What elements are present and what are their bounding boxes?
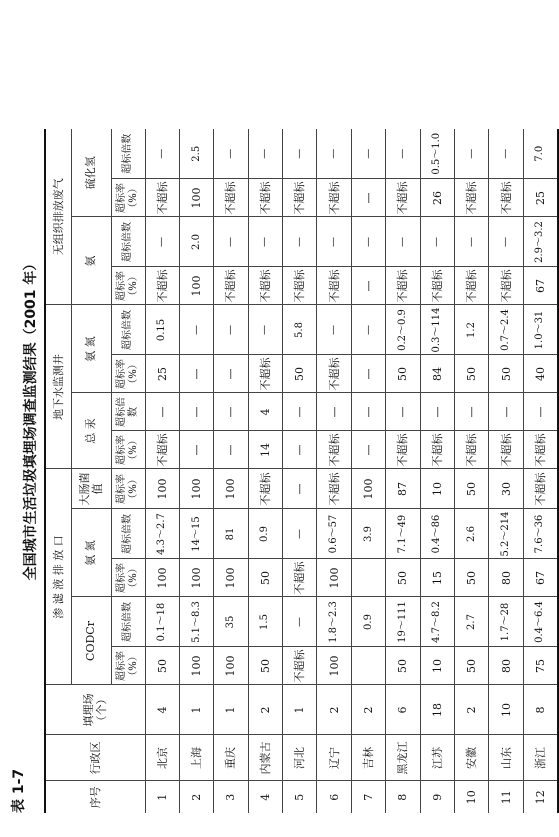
table-cell: 黑龙江 xyxy=(386,735,420,781)
table-cell: — xyxy=(248,129,282,179)
table-cell: 1.0～31 xyxy=(523,305,557,355)
table-cell: 87 xyxy=(386,469,420,509)
table-cell: 14 xyxy=(248,431,282,469)
header-h2s: 硫化氢 xyxy=(71,129,111,217)
table-cell: — xyxy=(351,217,385,267)
table-cell: 1.2 xyxy=(455,305,489,355)
table-cell: 不超标 xyxy=(489,179,523,217)
table-cell: 50 xyxy=(386,559,420,597)
table-cell: 50 xyxy=(248,647,282,685)
table-cell: 100 xyxy=(317,559,351,597)
table-cell: — xyxy=(317,217,351,267)
table-cell: 50 xyxy=(145,647,179,685)
table-cell: 100 xyxy=(179,179,213,217)
table-cell: 0.6～57 xyxy=(317,509,351,559)
table-cell: 江苏 xyxy=(420,735,454,781)
table-row xyxy=(317,129,351,813)
table-cell: 不超标 xyxy=(248,267,282,305)
table-cell: — xyxy=(283,217,317,267)
table-cell: — xyxy=(351,431,385,469)
table-cell: 0.3～114 xyxy=(420,305,454,355)
table-cell: 1 xyxy=(145,781,179,813)
table-cell: 不超标 xyxy=(317,355,351,393)
table-cell: — xyxy=(351,305,385,355)
table-cell: 6 xyxy=(386,685,420,735)
table-cell: 1 xyxy=(283,685,317,735)
table-row xyxy=(351,129,385,813)
table-cell: 不超标 xyxy=(317,267,351,305)
table-cell: 0.4～6.4 xyxy=(523,597,557,647)
table-cell: 不超标 xyxy=(317,431,351,469)
table-cell: 2.5 xyxy=(179,129,213,179)
header-air: 无组织排放废气 xyxy=(45,129,71,305)
table-cell: 不超标 xyxy=(248,355,282,393)
table-cell: — xyxy=(248,217,282,267)
table-cell: 不超标 xyxy=(523,469,557,509)
header-ammonia: 氨 氮 xyxy=(71,509,111,597)
table-cell: — xyxy=(214,393,248,431)
table-cell: 100 xyxy=(179,469,213,509)
table-cell: 不超标 xyxy=(420,431,454,469)
table-cell: — xyxy=(386,129,420,179)
table-body xyxy=(145,129,558,813)
table-cell: — xyxy=(145,393,179,431)
table-cell: 不超标 xyxy=(283,179,317,217)
table-cell: — xyxy=(351,129,385,179)
table-title: 全国城市生活垃圾填埋场调查监测结果（2001 年） xyxy=(23,256,39,581)
table-cell: 4 xyxy=(145,685,179,735)
table-cell: — xyxy=(386,393,420,431)
header-cod-times: 超标倍数 xyxy=(111,597,145,647)
table-cell: 6 xyxy=(317,781,351,813)
table-cell: 不超标 xyxy=(455,179,489,217)
table-cell: 81 xyxy=(214,509,248,559)
table-cell: — xyxy=(455,129,489,179)
table-cell: — xyxy=(351,179,385,217)
table-cell: — xyxy=(420,217,454,267)
table-cell: 内蒙古 xyxy=(248,735,282,781)
header-seq: 序号 xyxy=(45,781,145,813)
table-cell: — xyxy=(283,469,317,509)
table-cell: — xyxy=(214,305,248,355)
table-cell: — xyxy=(179,393,213,431)
table-cell: 不超标 xyxy=(283,559,317,597)
table-cell: 100 xyxy=(145,469,179,509)
table-cell: 安徽 xyxy=(455,735,489,781)
table-cell: 50 xyxy=(455,355,489,393)
table-cell: 100 xyxy=(317,647,351,685)
table-cell: — xyxy=(179,355,213,393)
table-cell: 辽宁 xyxy=(317,735,351,781)
table-cell: 50 xyxy=(489,355,523,393)
table-cell: 不超标 xyxy=(214,179,248,217)
table-cell: 10 xyxy=(420,647,454,685)
table-cell: — xyxy=(420,393,454,431)
table-cell: 2 xyxy=(179,781,213,813)
header-coliform: 大肠菌值 xyxy=(71,469,111,509)
table-cell: — xyxy=(145,129,179,179)
table-cell: 不超标 xyxy=(145,179,179,217)
header-gw-ammonia-rate: 超标率（%） xyxy=(111,355,145,393)
table-wrapper xyxy=(44,129,559,813)
table-cell: 浙江 xyxy=(523,735,557,781)
table-cell: 50 xyxy=(248,559,282,597)
header-ammonia-rate: 超标率（%） xyxy=(111,559,145,597)
table-cell: 不超标 xyxy=(317,469,351,509)
table-cell: 0.1～18 xyxy=(145,597,179,647)
table-cell: — xyxy=(283,431,317,469)
table-cell: 3.9 xyxy=(351,509,385,559)
header-groundwater: 地下水监测井 xyxy=(45,305,71,469)
header-mercury: 总 汞 xyxy=(71,393,111,469)
table-cell: 10 xyxy=(420,469,454,509)
table-cell: 100 xyxy=(214,469,248,509)
table-cell: 80 xyxy=(489,559,523,597)
table-cell: 15 xyxy=(420,559,454,597)
table-cell: 不超标 xyxy=(145,431,179,469)
table-cell: 19～111 xyxy=(386,597,420,647)
table-cell: 100 xyxy=(179,647,213,685)
table-cell: 山东 xyxy=(489,735,523,781)
table-cell: 67 xyxy=(523,559,557,597)
header-mercury-rate: 超标率（%） xyxy=(111,431,145,469)
table-cell: 5.8 xyxy=(283,305,317,355)
table-cell: 2 xyxy=(317,685,351,735)
table-cell: 不超标 xyxy=(248,469,282,509)
table-cell: — xyxy=(351,393,385,431)
table-cell: 不超标 xyxy=(455,267,489,305)
table-cell: 50 xyxy=(386,647,420,685)
table-cell: 1.7～28 xyxy=(489,597,523,647)
table-cell: 重庆 xyxy=(214,735,248,781)
table-cell: 40 xyxy=(523,355,557,393)
table-cell: 80 xyxy=(489,647,523,685)
table-cell: — xyxy=(214,129,248,179)
table-cell: — xyxy=(317,129,351,179)
table-cell: 0.9 xyxy=(248,509,282,559)
table-cell: 0.2～0.9 xyxy=(386,305,420,355)
table-cell: 67 xyxy=(523,267,557,305)
table-cell: — xyxy=(145,217,179,267)
table-cell xyxy=(351,647,385,685)
table-cell: 100 xyxy=(179,267,213,305)
table-cell: 100 xyxy=(351,469,385,509)
table-cell: — xyxy=(214,217,248,267)
table-cell: 11 xyxy=(489,781,523,813)
table-cell: — xyxy=(283,597,317,647)
table-cell: 26 xyxy=(420,179,454,217)
table-cell: 不超标 xyxy=(317,179,351,217)
table-cell: — xyxy=(523,393,557,431)
table-cell: 不超标 xyxy=(523,431,557,469)
table-cell: 0.4～86 xyxy=(420,509,454,559)
table-cell: — xyxy=(351,267,385,305)
table-cell: 0.15 xyxy=(145,305,179,355)
header-nh3-rate: 超标率（%） xyxy=(111,267,145,305)
table-cell: 2 xyxy=(248,685,282,735)
table-cell: 不超标 xyxy=(489,267,523,305)
table-cell: 吉林 xyxy=(351,735,385,781)
table-cell: 10 xyxy=(489,685,523,735)
table-cell: 7.1～49 xyxy=(386,509,420,559)
table-row xyxy=(455,129,489,813)
table-cell: 1 xyxy=(179,685,213,735)
table-cell: 5.2～214 xyxy=(489,509,523,559)
table-cell: 2.0 xyxy=(179,217,213,267)
table-cell: 河北 xyxy=(283,735,317,781)
table-cell: 7 xyxy=(351,781,385,813)
header-h2s-times: 超标倍数 xyxy=(111,129,145,179)
table-row xyxy=(523,129,557,813)
table-cell: 1 xyxy=(214,685,248,735)
table-cell: 2 xyxy=(351,685,385,735)
header-leachate: 渗 滤 液 排 放 口 xyxy=(45,469,71,685)
table-cell: 14～15 xyxy=(179,509,213,559)
table-cell: 4 xyxy=(248,393,282,431)
table-cell: 3 xyxy=(214,781,248,813)
table-cell: 84 xyxy=(420,355,454,393)
table-cell: — xyxy=(317,393,351,431)
header-ammonia-times: 超标倍数 xyxy=(111,509,145,559)
table-cell: 4.7～8.2 xyxy=(420,597,454,647)
table-row xyxy=(489,129,523,813)
table-cell: 2.7 xyxy=(455,597,489,647)
header-gw-ammonia-times: 超标倍数 xyxy=(111,305,145,355)
table-cell: 7.6～36 xyxy=(523,509,557,559)
table-cell: 7.0 xyxy=(523,129,557,179)
table-cell: 50 xyxy=(386,355,420,393)
table-row xyxy=(248,129,282,813)
table-row xyxy=(214,129,248,813)
table-cell: 5.1～8.3 xyxy=(179,597,213,647)
table-cell: 8 xyxy=(523,685,557,735)
table-cell: — xyxy=(248,305,282,355)
table-cell xyxy=(351,559,385,597)
table-cell: 100 xyxy=(214,647,248,685)
table-cell: 不超标 xyxy=(214,267,248,305)
table-cell: 0.7～2.4 xyxy=(489,305,523,355)
table-cell: 1.8～2.3 xyxy=(317,597,351,647)
header-cod: CODCr xyxy=(71,597,111,685)
table-cell: 不超标 xyxy=(145,267,179,305)
table-cell: — xyxy=(283,509,317,559)
table-cell: — xyxy=(386,217,420,267)
table-cell: — xyxy=(179,305,213,355)
table-cell: 0.9 xyxy=(351,597,385,647)
table-cell: 上海 xyxy=(179,735,213,781)
table-cell: 100 xyxy=(145,559,179,597)
table-row xyxy=(386,129,420,813)
table-cell: 2 xyxy=(455,685,489,735)
table-cell: 不超标 xyxy=(420,267,454,305)
table-cell: — xyxy=(214,431,248,469)
table-cell: 0.5～1.0 xyxy=(420,129,454,179)
table-cell: 2.6 xyxy=(455,509,489,559)
table-cell: — xyxy=(489,217,523,267)
table-cell: 不超标 xyxy=(489,431,523,469)
table-cell: 5 xyxy=(283,781,317,813)
table-cell: 9 xyxy=(420,781,454,813)
table-cell: 不超标 xyxy=(283,647,317,685)
table-cell: 12 xyxy=(523,781,557,813)
table-cell: 50 xyxy=(455,647,489,685)
table-cell: 不超标 xyxy=(386,267,420,305)
header-gw-ammonia: 氨 氮 xyxy=(71,305,111,393)
table-cell: 4 xyxy=(248,781,282,813)
header-region: 行政区 xyxy=(45,735,145,781)
table-cell: 不超标 xyxy=(386,431,420,469)
table-cell: — xyxy=(283,393,317,431)
table-row xyxy=(179,129,213,813)
header-h2s-rate: 超标率（%） xyxy=(111,179,145,217)
table-cell: 不超标 xyxy=(283,267,317,305)
table-cell: 不超标 xyxy=(386,179,420,217)
header-nh3: 氨 xyxy=(71,217,111,305)
header-nh3-times: 超标倍数 xyxy=(111,217,145,267)
table-cell: — xyxy=(317,305,351,355)
table-row xyxy=(420,129,454,813)
table-cell: 100 xyxy=(214,559,248,597)
table-cell: 10 xyxy=(455,781,489,813)
table-row xyxy=(283,129,317,813)
header-mercury-times: 超标倍数 xyxy=(111,393,145,431)
table-cell: — xyxy=(283,129,317,179)
table-cell: 不超标 xyxy=(248,179,282,217)
table-cell: 30 xyxy=(489,469,523,509)
table-cell: 8 xyxy=(386,781,420,813)
table-cell: 100 xyxy=(179,559,213,597)
table-cell: — xyxy=(455,217,489,267)
table-cell: 18 xyxy=(420,685,454,735)
table-cell: 50 xyxy=(455,469,489,509)
table-cell: 75 xyxy=(523,647,557,685)
table-cell: — xyxy=(489,129,523,179)
table-label: 表 1-7 xyxy=(11,768,27,813)
table-cell: — xyxy=(351,355,385,393)
table-cell: 25 xyxy=(145,355,179,393)
table-cell: — xyxy=(455,393,489,431)
table-cell: 50 xyxy=(283,355,317,393)
header-cod-rate: 超标率（%） xyxy=(111,647,145,685)
table-cell: 不超标 xyxy=(455,431,489,469)
table-cell: — xyxy=(179,431,213,469)
table-cell: 北京 xyxy=(145,735,179,781)
table-cell: 35 xyxy=(214,597,248,647)
table-row xyxy=(145,129,179,813)
table-cell: 4.3～2.7 xyxy=(145,509,179,559)
monitoring-results-table xyxy=(44,129,559,813)
header-landfills: 填埋场（个） xyxy=(45,685,145,735)
table-cell: 2.9～3.2 xyxy=(523,217,557,267)
table-cell: 50 xyxy=(455,559,489,597)
table-cell: — xyxy=(489,393,523,431)
table-cell: — xyxy=(214,355,248,393)
header-coliform-rate: 超标率（%） xyxy=(111,469,145,509)
table-cell: 25 xyxy=(523,179,557,217)
table-cell: 1.5 xyxy=(248,597,282,647)
